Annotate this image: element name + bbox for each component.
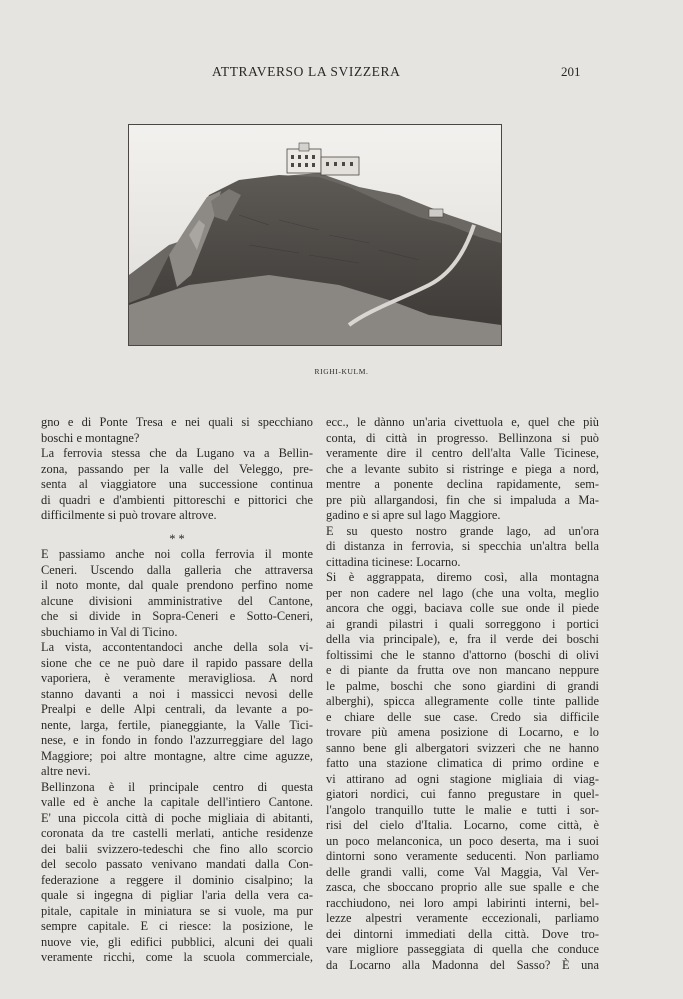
section-separator: * * [169, 531, 185, 546]
text-line: risi del cielo d'Italia. Locarno, come città, è [326, 818, 599, 832]
text-line: Ceneri. Uscendo dalla galleria che attraversa [41, 562, 313, 577]
text-line: ecc., le dànno un'aria civettuola e, quel che più [326, 415, 599, 429]
text-line: il noto monte, dal quale prendono perfino nome [41, 578, 313, 592]
text-line: sbuchiamo in Val di Ticino. [41, 624, 178, 639]
text-line: Si è aggrappata, diremo così, alla montagna [326, 570, 599, 584]
text-line: stanno davanti a noi i massicci nevosi delle [41, 686, 313, 701]
left-column [41, 415, 313, 966]
text-line: gno e di Ponte Tresa e nei quali si specchiano [41, 415, 313, 429]
text-line: La ferrovia stessa che da Lugano va a Bellin- [41, 446, 313, 460]
text-line: racchiudono, nei loro ampi labirinti interni, bel- [326, 895, 599, 910]
text-line: dei balii svizzero-tedeschi che fino allo scorcio [41, 841, 313, 856]
text-line: zasca, che sboccano proprio alle sue spalle e che [326, 880, 599, 894]
text-line: che a levante subito si ristringe e piega a nord, [326, 461, 599, 476]
text-line: Maggiore; poi altre montagne, altre cime aguzze, [41, 748, 313, 763]
page-number: 201 [561, 64, 581, 79]
text-line: Prealpi e delle Alpi centrali, da levante a po- [41, 702, 313, 716]
text-line: coronata da tre castelli merlati, antiche residenze [41, 826, 313, 840]
text-line: e di piante da frutta ove non mancano neppure [326, 663, 599, 677]
text-line: mentre a ponente declina rapidamente, sem- [326, 477, 599, 491]
text-line: foltissimi che le stanno d'attorno (boschi di olivi [326, 647, 599, 662]
text-line: senta al viaggiatore una successione continua [41, 477, 313, 491]
text-line: Bellinzona è il principale centro di questa [41, 779, 313, 794]
section-gap [41, 524, 313, 532]
text-line: vare migliore passeggiata di quella che conduce [326, 942, 599, 956]
text-line: e chiare delle sue case. Credo sia difficile [326, 709, 599, 724]
text-line: E' una piccola città di poche migliaia di abitanti, [41, 810, 313, 825]
text-line: La vista, accontentandoci anche della sola vi- [41, 640, 313, 654]
text-line: della via principale), e, fra il verde dei boschi [326, 632, 599, 646]
text-line: di quadri e d'ambienti pittoreschi e pittorici che [41, 492, 313, 507]
text-line: valle ed è anche la capitale dell'intiero Cantone. [41, 795, 313, 809]
text-line: del secolo passato venivano mandati dalla Con- [41, 857, 313, 871]
text-line: nuove vie, gli edifici pubblici, alcuni dei quali [41, 934, 313, 949]
text-line: nente, larga, fertile, pianeggiante, la Valle Tici- [41, 717, 313, 732]
text-line: difficilmente si può trovare altrove. [41, 508, 217, 522]
text-line: dei dintorni immediati della città. Dove tro- [326, 926, 599, 941]
text-line: fatto una stazione climatica di primo ordine e [326, 756, 599, 770]
text-line: sempre capitale. E ci riesce: la posizione, le [41, 919, 313, 933]
text-line: E passiamo anche noi colla ferrovia il monte [41, 547, 313, 561]
running-header [0, 64, 683, 84]
text-line: alcune divisioni amministrative del Cantone, [41, 593, 313, 608]
text-line: che si divide in Sopra-Ceneri e Sotto-Ceneri, [41, 609, 313, 623]
text-line: giatori nordici, cui fanno pregustare in quel- [326, 787, 599, 801]
text-line: sione che ce ne può dare il rapido passare della [41, 655, 313, 670]
text-line: zona, passando per la valle del Veleggo, pre- [41, 461, 313, 476]
text-line: alberghi), spicca allegramente colle tinte pallide [326, 694, 599, 708]
text-line: vaporiera, è veramente meravigliosa. A nord [41, 671, 313, 685]
text-line: pitale, capitale in miniatura se si vuole, ma pur [41, 903, 313, 918]
text-line: boschi e montagne? [41, 430, 140, 445]
text-line: sanno bene gli albergatori svizzeri che ne hanno [326, 740, 599, 755]
text-line: gadino e si apre sul lago Maggiore. [326, 508, 501, 522]
figure-caption: RIGHI-KULM. [314, 367, 369, 376]
text-line: trovare più amena posizione di Locarno, e lo [326, 725, 599, 739]
text-line: veramente dire il centro dell'alta Valle Ticinese, [326, 446, 599, 460]
text-line: ancora che oggi, baciava colle sue onde il piede [326, 601, 599, 615]
text-line: un poco melanconica, un poco deserta, ma i suoi [326, 833, 599, 848]
text-line: l'angolo tranquillo tutte le malie e tutti i sor- [326, 802, 599, 817]
text-line: delle grandi valli, come Val Maggia, Val Ver- [326, 864, 599, 879]
text-line: da Locarno alla Madonna del Sasso? È una [326, 957, 599, 972]
text-line: nese, e in fondo in fondo l'azzurreggiare del lago [41, 733, 313, 747]
running-title: ATTRAVERSO LA SVIZZERA [212, 64, 401, 79]
text-line: veramente ricchi, come la scuola commerciale, [41, 950, 313, 964]
right-column [326, 415, 599, 973]
text-line: per non cadere nel lago (che una volta, meglio [326, 585, 599, 600]
text-line: pre più allargandosi, fin che si impaluda a Ma- [326, 492, 599, 507]
text-line: vi attirano ad ogni stagione migliaia di viag- [326, 771, 599, 786]
text-line: dintorni sono veramente seducenti. Non parliamo [326, 849, 599, 863]
text-line: conta, di città in progresso. Bellinzona si può [326, 430, 599, 445]
text-line: le palme, boschi che sono giardini di grandi [326, 678, 599, 693]
mountain-illustration [129, 125, 501, 345]
text-line: lezze alpestri veramente eccezionali, parliamo [326, 911, 599, 925]
text-line: di distanza in ferrovia, si specchia un'altra bella [326, 539, 599, 553]
text-line: E su questo nostro grande lago, ad un'ora [326, 523, 599, 538]
text-line: ai grandi pilastri i quali sorreggono i portici [326, 616, 599, 631]
text-line: altre nevi. [41, 764, 91, 778]
text-line: quale si ingegna di pigliar l'aria della vera ca- [41, 888, 313, 902]
text-line: cittadina ticinese: Locarno. [326, 554, 461, 569]
text-line: federazione a reggere il dominio cisalpino; la [41, 872, 313, 887]
figure-righi-kulm [128, 124, 502, 346]
